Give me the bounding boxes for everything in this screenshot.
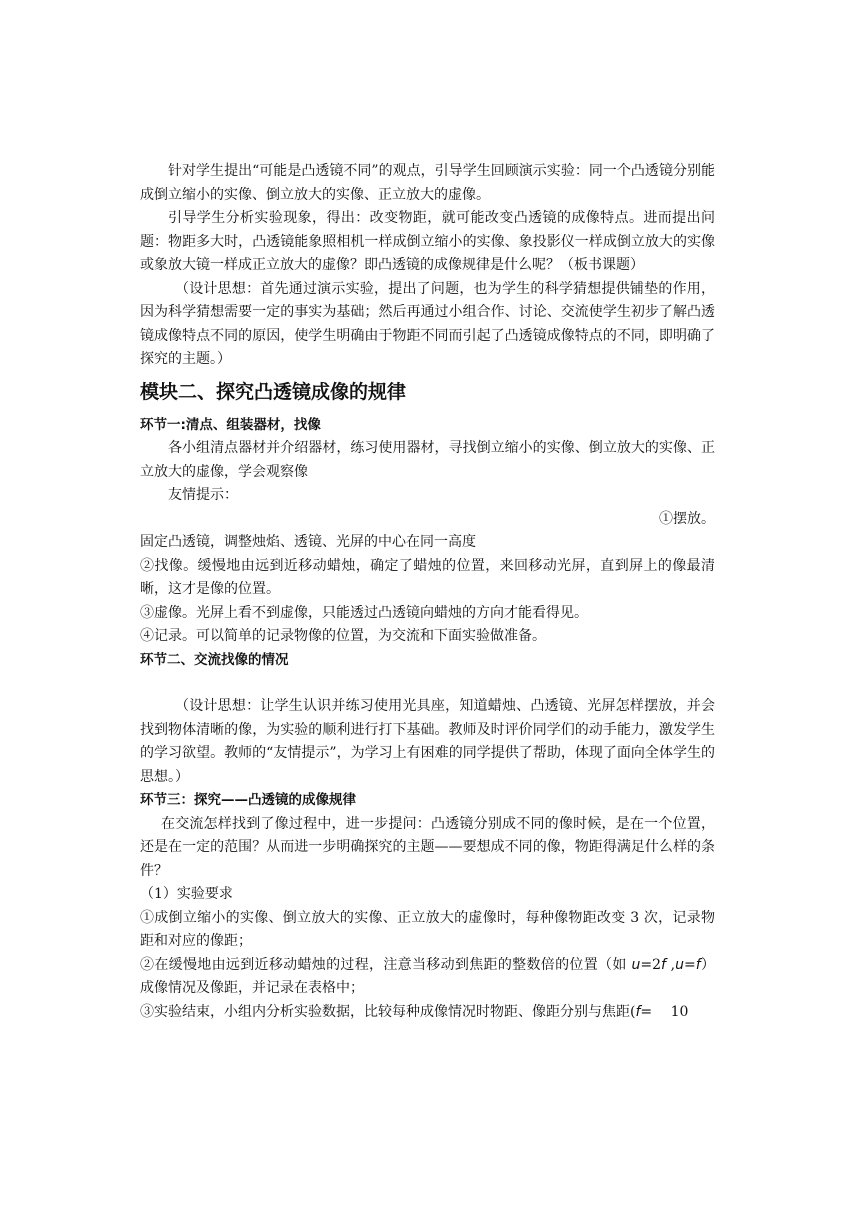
requirement-1: ①成倒立缩小的实像、倒立放大的实像、正立放大的虚像时，每种像物距改变 3 次，记录物距和对应的像距； <box>140 909 715 949</box>
requirement-2: ②在缓慢地由远到近移动蜡烛的过程，注意当移动到焦距的整数倍的位置（如 u=2f ,u=f）成像情况及像距，并记录在表格中； <box>140 956 716 996</box>
design-thought-1: （设计思想：首先通过演示实验，提出了问题，也为学生的科学猜想提供铺垫的作用，因为科学猜想需要一定的事实为基础；然后再通过小组合作、讨论、交流使学生初步了解凸透镜成像特点不同的原因，使学生明确由于物距不同而引起了凸透镜成像特点的不同，即明确了探究的主题。） <box>140 280 715 367</box>
section-3-text: 在交流怎样找到了像过程中，进一步提问：凸透镜分别成不同的像时候，是在一个位置，还是在一定的范围？从而进一步明确探究的主题——要想成不同的像，物距得满足什么样的条件？ <box>140 815 715 879</box>
design-thought-2: （设计思想：让学生认识并练习使用光具座，知道蜡烛、凸透镜、光屏怎样摆放，并会找到物体清晰的像，为实验的顺利进行打下基础。教师及时评价同学们的动手能力，激发学生的学习欲望。教师的“友情提示”，为学习上有困难的同学提供了帮助，体现了面向全体学生的思想。） <box>140 698 715 785</box>
section-3-title: 环节三：探究——凸透镜的成像规律 <box>140 792 356 808</box>
tip-label: 友情提示： <box>168 487 238 503</box>
tip-3: ③虚像。光屏上看不到虚像，只能透过凸透镜向蜡烛的方向才能看得见。 <box>140 604 588 621</box>
section-1-title: 环节一:清点、组装器材，找像 <box>140 416 321 433</box>
tip-4: ④记录。可以简单的记录物像的位置，为交流和下面实验做准备。 <box>140 628 546 644</box>
tip-2: ②找像。缓慢地由远到近移动蜡烛，确定了蜡烛的位置，来回移动光屏，直到屏上的像最清晰，这才是像的位置。 <box>140 557 715 597</box>
document-page <box>140 160 715 1024</box>
requirements-title: （1）实验要求 <box>140 886 233 902</box>
section-2-title: 环节二、交流找像的情况 <box>140 651 289 668</box>
section-1-text: 各小组清点器材并介绍器材，练习使用器材，寻找倒立缩小的实像、倒立放大的实像、正立放大的虚像，学会观察像 <box>140 440 715 480</box>
paragraph-review: 针对学生提出“可能是凸透镜不同”的观点，引导学生回顾演示实验：同一个凸透镜分别能成倒立缩小的实像、倒立放大的实像、正立放大的虚像。 <box>140 163 715 203</box>
tip-1-head: ①摆放。 <box>659 510 715 527</box>
paragraph-analysis: 引导学生分析实验现象，得出：改变物距，就可能改变凸透镜的成像特点。进而提出问题：物距多大时，凸透镜能象照相机一样成倒立缩小的实像、象投影仪一样成倒立放大的实像或象放大镜一样成正立放大的虚像？即凸透镜的成像规律是什么呢？（板书课题） <box>140 210 715 273</box>
tip-1-text: 固定凸透镜，调整烛焰、透镜、光屏的中心在同一高度 <box>140 534 476 550</box>
module-2-title: 模块二、探究凸透镜成像的规律 <box>140 380 407 403</box>
requirement-3: ③实验结束，小组内分析实验数据，比较每种成像情况时物距、像距分别与焦距(f= 10 <box>140 1003 689 1020</box>
